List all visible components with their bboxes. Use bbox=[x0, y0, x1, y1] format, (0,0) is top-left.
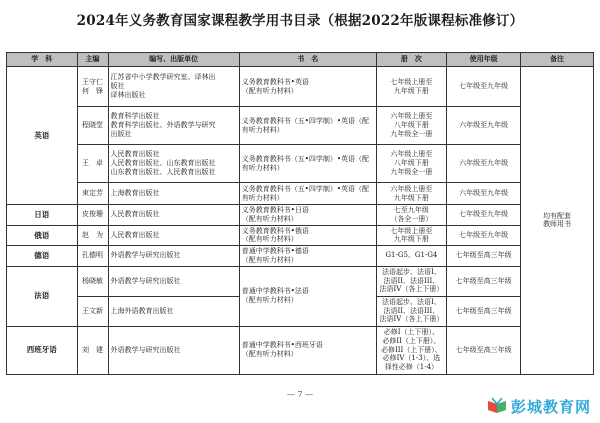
table-row bbox=[7, 326, 594, 374]
author-cell: 王 卓 bbox=[77, 145, 108, 183]
publisher-cell: 外语教学与研究出版社 bbox=[108, 266, 239, 296]
subject-french: 法语 bbox=[7, 266, 78, 326]
volume-cell: 七年级上册至 九年级下册 bbox=[376, 225, 447, 246]
site-logo bbox=[486, 395, 591, 417]
header-note: 备注 bbox=[521, 53, 594, 67]
logo-text: 彭城教育网 bbox=[511, 397, 592, 416]
book-cell: 义务教育教科书•俄语 （配有听力材料） bbox=[239, 225, 376, 246]
author-cell: 皮俊珊 bbox=[77, 205, 108, 226]
author-cell: 王文新 bbox=[77, 296, 108, 326]
publisher-cell: 人民教育出版社 人民教育出版社、山东教育出版社 山东教育出版社、人民教育出版社 bbox=[108, 145, 239, 183]
publisher-cell: 外语教学与研究出版社 bbox=[108, 326, 239, 374]
publisher-cell: 江苏省中小学教学研究室、译林出 版社 译林出版社 bbox=[108, 67, 239, 107]
header-subject: 学 科 bbox=[7, 53, 78, 67]
grade-cell: 七年级至九年级 bbox=[447, 205, 521, 226]
header-book: 书 名 bbox=[239, 53, 376, 67]
table-header-row bbox=[7, 53, 594, 67]
grade-cell: 六年级至九年级 bbox=[447, 145, 521, 183]
header-grade: 使用年级 bbox=[447, 53, 521, 67]
volume-cell: 七至九年级 （各全一册） bbox=[376, 205, 447, 226]
table-row bbox=[7, 107, 594, 145]
author-cell: 王守仁 何 锋 bbox=[77, 67, 108, 107]
volume-cell: 六年级上册至 八年级下册 九年级全一册 bbox=[376, 107, 447, 145]
author-cell: 程晓堂 bbox=[77, 107, 108, 145]
grade-cell: 七年级至高三年级 bbox=[447, 326, 521, 374]
page-title: 2024年义务教育国家课程教学用书目录（根据2022年版课程标准修订） bbox=[76, 13, 524, 29]
book-cell: 义务教育教科书（五•四学制）•英语（配 有听力材料） bbox=[239, 183, 376, 205]
volume-cell: 法语起步、法语I、 法语II、法语III、 法语IV（各上下册） bbox=[376, 266, 447, 296]
grade-cell: 七年级至高三年级 bbox=[447, 246, 521, 267]
book-cell: 义务教育教科书（五•四学制）•英语（配 有听力材料） bbox=[239, 145, 376, 183]
volume-cell: 六年级上册至 八年级下册 九年级全一册 bbox=[376, 145, 447, 183]
header-author: 主编 bbox=[77, 53, 108, 67]
volume-cell: 必修I（上下册）、 必修II（上下册）、 必修III（上下册）、 必修IV（1-3）、选 择性必修（1-4） bbox=[376, 326, 447, 374]
volume-cell: 六年级上册至 九年级下册 bbox=[376, 183, 447, 205]
volume-cell: G1-G5、G1-G4 bbox=[376, 246, 447, 267]
book-cell: 义务教育教科书•英语 （配有听力材料） bbox=[239, 67, 376, 107]
grade-cell: 六年级至九年级 bbox=[447, 107, 521, 145]
grade-cell: 七年级至高三年级 bbox=[447, 296, 521, 326]
subject-spanish: 西班牙语 bbox=[7, 326, 78, 374]
publisher-cell: 上海外语教育出版社 bbox=[108, 296, 239, 326]
volume-cell: 法语起步、法语I、 法语II、法语III、 法语IV（各上下册） bbox=[376, 296, 447, 326]
grade-cell: 七年级至九年级 bbox=[447, 225, 521, 246]
table-row bbox=[7, 67, 594, 107]
header-publisher: 编写、出版单位 bbox=[108, 53, 239, 67]
author-cell: 刘 建 bbox=[77, 326, 108, 374]
publisher-cell: 人民教育出版社 bbox=[108, 225, 239, 246]
page-number: — 7 — bbox=[286, 390, 314, 399]
table-row bbox=[7, 246, 594, 267]
volume-cell: 七年级上册至 九年级下册 bbox=[376, 67, 447, 107]
subject-russian: 俄语 bbox=[7, 225, 78, 246]
book-logo-icon bbox=[486, 396, 508, 416]
author-cell: 杨晓敏 bbox=[77, 266, 108, 296]
subject-japanese: 日语 bbox=[7, 205, 78, 226]
grade-cell: 六年级至九年级 bbox=[447, 183, 521, 205]
publisher-cell: 上海教育出版社 bbox=[108, 183, 239, 205]
book-cell: 普通中学教科书•法语 （配有听力材料） bbox=[239, 266, 376, 326]
textbook-catalog-table bbox=[6, 52, 594, 375]
author-cell: 赵 为 bbox=[77, 225, 108, 246]
table-row bbox=[7, 225, 594, 246]
table-row bbox=[7, 205, 594, 226]
author-cell: 孔德明 bbox=[77, 246, 108, 267]
grade-cell: 七年级至九年级 bbox=[447, 67, 521, 107]
book-cell: 义务教育教科书•日语 （配有听力材料） bbox=[239, 205, 376, 226]
subject-german: 德语 bbox=[7, 246, 78, 267]
publisher-cell: 教育科学出版社 教育科学出版社、外语教学与研究 出版社 bbox=[108, 107, 239, 145]
header-volume: 册 次 bbox=[376, 53, 447, 67]
table-row bbox=[7, 183, 594, 205]
author-cell: 束定芳 bbox=[77, 183, 108, 205]
table-row bbox=[7, 266, 594, 296]
note-cell: 均有配套 教师用书 bbox=[521, 67, 594, 375]
grade-cell: 七年级至高三年级 bbox=[447, 266, 521, 296]
book-cell: 普通中学教科书•德语 （配有听力材料） bbox=[239, 246, 376, 267]
book-cell: 普通中学教科书•西班牙语 （配有听力材料） bbox=[239, 326, 376, 374]
publisher-cell: 外语教学与研究出版社 bbox=[108, 246, 239, 267]
book-cell: 义务教育教科书（五•四学制）•英语（配 有听力材料） bbox=[239, 107, 376, 145]
subject-english: 英语 bbox=[7, 67, 78, 205]
publisher-cell: 人民教育出版社 bbox=[108, 205, 239, 226]
table-row bbox=[7, 145, 594, 183]
